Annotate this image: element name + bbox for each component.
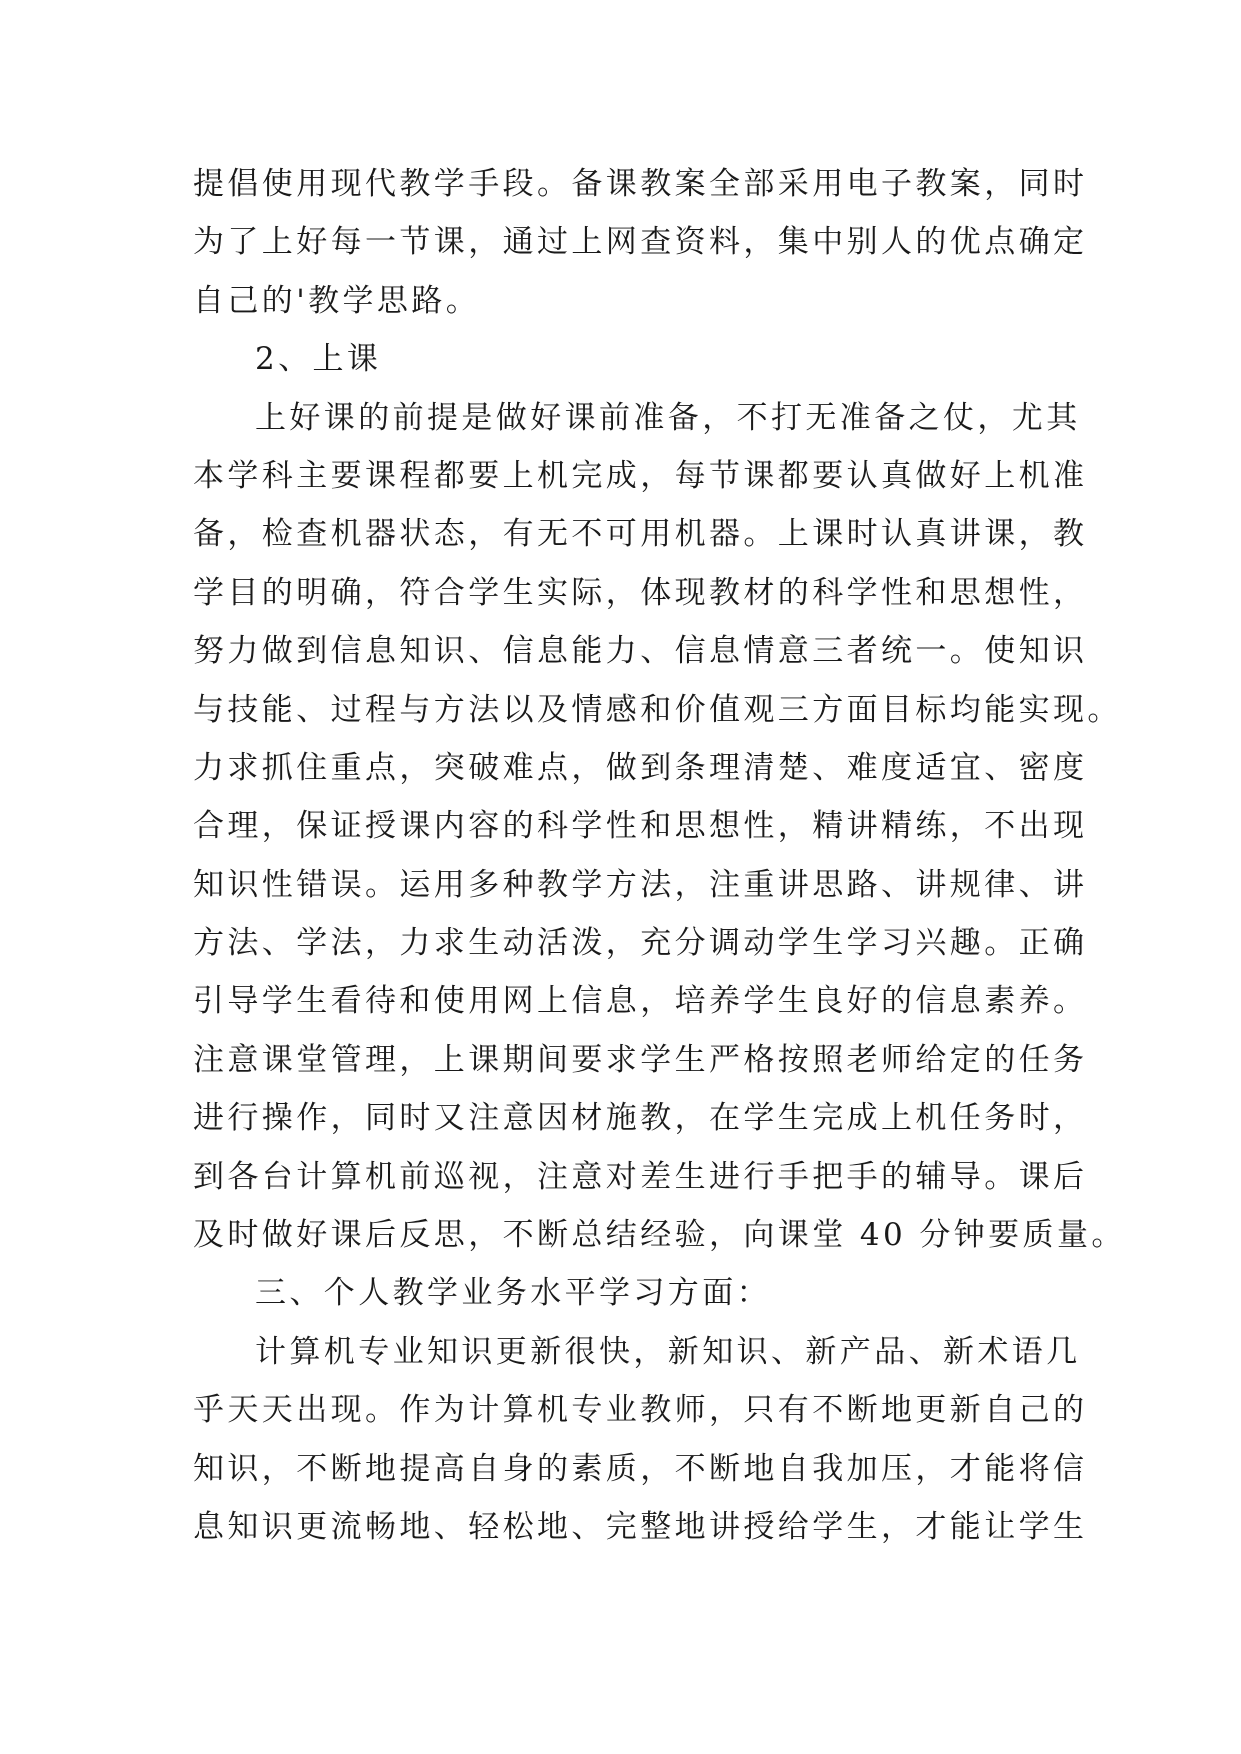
text-line: 合理，保证授课内容的科学性和思想性，精讲精练，不出现 (193, 808, 1088, 845)
text-line: 及时做好课后反思，不断总结经验，向课堂 40 分钟要质量。 (193, 1217, 1126, 1254)
text-line: 进行操作，同时又注意因材施教，在学生完成上机任务时， (193, 1100, 1088, 1137)
text-line: 到各台计算机前巡视，注意对差生进行手把手的辅导。课后 (193, 1158, 1088, 1195)
text-line: 学目的明确，符合学生实际，体现教材的科学性和思想性， (193, 574, 1088, 611)
text-line: 本学科主要课程都要上机完成，每节课都要认真做好上机准 (193, 457, 1088, 494)
text-line: 力求抓住重点，突破难点，做到条理清楚、难度适宜、密度 (193, 749, 1088, 786)
text-line: 知识，不断地提高自身的素质，不断地自我加压，才能将信 (193, 1450, 1088, 1487)
section-heading-personal-study: 三、个人教学业务水平学习方面： (255, 1275, 771, 1312)
text-line: 与技能、过程与方法以及情感和价值观三方面目标均能实现。 (193, 691, 1122, 728)
paragraph-start: 计算机专业知识更新很快，新知识、新产品、新术语几 (255, 1333, 1081, 1370)
text-line: 引导学生看待和使用网上信息，培养学生良好的信息素养。 (193, 983, 1088, 1020)
text-line: 注意课堂管理，上课期间要求学生严格按照老师给定的任务 (193, 1041, 1088, 1078)
text-line: 为了上好每一节课，通过上网查资料，集中别人的优点确定 (193, 224, 1088, 261)
text-line: 提倡使用现代教学手段。备课教案全部采用电子教案，同时 (193, 166, 1088, 202)
paragraph-start: 上好课的前提是做好课前准备，不打无准备之仗，尤其 (255, 399, 1081, 436)
text-line: 乎天天出现。作为计算机专业教师，只有不断地更新自己的 (193, 1392, 1088, 1429)
section-heading-lesson: 2、上课 (255, 341, 382, 378)
text-line: 自己的'教学思路。 (193, 282, 481, 319)
text-line: 息知识更流畅地、轻松地、完整地讲授给学生，才能让学生 (193, 1508, 1088, 1545)
text-line: 方法、学法，力求生动活泼，充分调动学生学习兴趣。正确 (193, 925, 1088, 962)
text-line: 知识性错误。运用多种教学方法，注重讲思路、讲规律、讲 (193, 866, 1088, 903)
body-text (193, 155, 1126, 1556)
text-line: 备，检查机器状态，有无不可用机器。上课时认真讲课，教 (193, 516, 1088, 553)
text-line: 努力做到信息知识、信息能力、信息情意三者统一。使知识 (193, 633, 1088, 670)
